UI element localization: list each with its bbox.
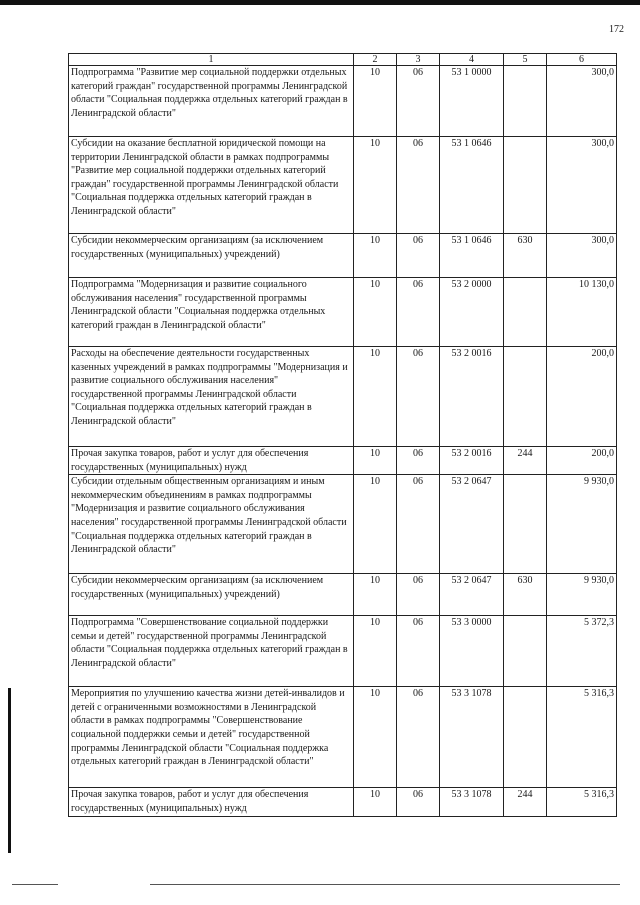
row-description: Подпрограмма "Модернизация и развитие социального обслуживания населения" государственной программы Ленинградской области "Социальная поддержка отдельных категорий граждан в Ленинградской области" (69, 278, 354, 347)
row-section: 10 (354, 475, 397, 574)
row-section: 10 (354, 278, 397, 347)
table-row (69, 234, 617, 278)
page-number: 172 (609, 24, 624, 35)
table-row (69, 574, 617, 616)
row-target-code: 53 2 0016 (440, 447, 504, 475)
row-subsection: 06 (397, 447, 440, 475)
row-expense-type: 244 (504, 447, 547, 475)
row-expense-type: 630 (504, 234, 547, 278)
row-section: 10 (354, 687, 397, 788)
row-amount: 300,0 (547, 66, 617, 137)
row-target-code: 53 1 0000 (440, 66, 504, 137)
budget-table (68, 53, 617, 817)
table-row (69, 347, 617, 447)
row-target-code: 53 3 1078 (440, 687, 504, 788)
column-header: 1 (69, 54, 354, 66)
table-header-row (69, 54, 617, 66)
row-description: Прочая закупка товаров, работ и услуг для обеспечения государственных (муниципальных) нужд (69, 447, 354, 475)
row-expense-type (504, 687, 547, 788)
row-description: Субсидии некоммерческим организациям (за исключением государственных (муниципальных) учреждений) (69, 574, 354, 616)
row-subsection: 06 (397, 278, 440, 347)
row-amount: 200,0 (547, 447, 617, 475)
row-target-code: 53 2 0647 (440, 475, 504, 574)
row-expense-type (504, 616, 547, 687)
row-target-code: 53 2 0647 (440, 574, 504, 616)
row-section: 10 (354, 574, 397, 616)
row-amount: 300,0 (547, 234, 617, 278)
row-section: 10 (354, 347, 397, 447)
table-row (69, 788, 617, 817)
row-section: 10 (354, 616, 397, 687)
row-subsection: 06 (397, 475, 440, 574)
row-target-code: 53 2 0000 (440, 278, 504, 347)
column-header: 6 (547, 54, 617, 66)
row-subsection: 06 (397, 574, 440, 616)
row-section: 10 (354, 66, 397, 137)
row-target-code: 53 1 0646 (440, 234, 504, 278)
row-amount: 5 316,3 (547, 788, 617, 817)
row-subsection: 06 (397, 687, 440, 788)
row-description: Субсидии отдельным общественным организациям и иным некоммерческим объединениям в рамках подпрограммы "Модернизация и развитие социального обслуживания населения" государственной программы Ленинградской области "Социальная поддержка отдельных категорий граждан в Ленинградской области" (69, 475, 354, 574)
table-row (69, 687, 617, 788)
row-description: Подпрограмма "Развитие мер социальной поддержки отдельных категорий граждан" государственной программы Ленинградской области "Социальная поддержка отдельных категорий граждан в Ленинградской области" (69, 66, 354, 137)
scan-bottom-line (150, 884, 620, 885)
table-row (69, 66, 617, 137)
scan-top-border (0, 0, 640, 5)
row-subsection: 06 (397, 788, 440, 817)
row-expense-type (504, 66, 547, 137)
row-section: 10 (354, 788, 397, 817)
table-row (69, 475, 617, 574)
scan-bottom-line-left (12, 884, 58, 885)
row-subsection: 06 (397, 137, 440, 234)
row-section: 10 (354, 137, 397, 234)
column-header: 5 (504, 54, 547, 66)
row-subsection: 06 (397, 234, 440, 278)
row-amount: 5 372,3 (547, 616, 617, 687)
row-description: Прочая закупка товаров, работ и услуг для обеспечения государственных (муниципальных) нужд (69, 788, 354, 817)
row-subsection: 06 (397, 347, 440, 447)
row-target-code: 53 2 0016 (440, 347, 504, 447)
row-amount: 5 316,3 (547, 687, 617, 788)
table-row (69, 447, 617, 475)
row-target-code: 53 3 0000 (440, 616, 504, 687)
scan-margin-mark (8, 688, 11, 853)
row-description: Мероприятия по улучшению качества жизни детей-инвалидов и детей с ограниченными возможностями в Ленинградской области в рамках подпрограммы "Совершенствование социальной поддержки семьи и детей" государственной программы Ленинградской области "Социальная поддержка отдельных категорий граждан в Ленинградской области" (69, 687, 354, 788)
row-expense-type (504, 475, 547, 574)
row-amount: 9 930,0 (547, 574, 617, 616)
row-amount: 300,0 (547, 137, 617, 234)
row-amount: 9 930,0 (547, 475, 617, 574)
row-target-code: 53 3 1078 (440, 788, 504, 817)
row-expense-type: 244 (504, 788, 547, 817)
column-header: 2 (354, 54, 397, 66)
column-header: 3 (397, 54, 440, 66)
table-row (69, 137, 617, 234)
row-amount: 200,0 (547, 347, 617, 447)
row-expense-type (504, 278, 547, 347)
table-row (69, 616, 617, 687)
row-expense-type: 630 (504, 574, 547, 616)
row-section: 10 (354, 447, 397, 475)
row-subsection: 06 (397, 66, 440, 137)
column-header: 4 (440, 54, 504, 66)
row-subsection: 06 (397, 616, 440, 687)
row-description: Подпрограмма "Совершенствование социальной поддержки семьи и детей" государственной программы Ленинградской области "Социальная поддержка отдельных категорий граждан в Ленинградской области" (69, 616, 354, 687)
row-expense-type (504, 137, 547, 234)
row-amount: 10 130,0 (547, 278, 617, 347)
row-description: Субсидии на оказание бесплатной юридической помощи на территории Ленинградской области в рамках подпрограммы "Развитие мер социальной поддержки отдельных категорий граждан" государственной программы Ленинградской области "Социальная поддержка отдельных категорий граждан в Ленинградской области" (69, 137, 354, 234)
row-expense-type (504, 347, 547, 447)
row-section: 10 (354, 234, 397, 278)
table-row (69, 278, 617, 347)
row-target-code: 53 1 0646 (440, 137, 504, 234)
row-description: Субсидии некоммерческим организациям (за исключением государственных (муниципальных) учреждений) (69, 234, 354, 278)
row-description: Расходы на обеспечение деятельности государственных казенных учреждений в рамках подпрограммы "Модернизация и развитие социального обслуживания населения" государственной программы Ленинградской области "Социальная поддержка отдельных категорий граждан в Ленинградской области" (69, 347, 354, 447)
